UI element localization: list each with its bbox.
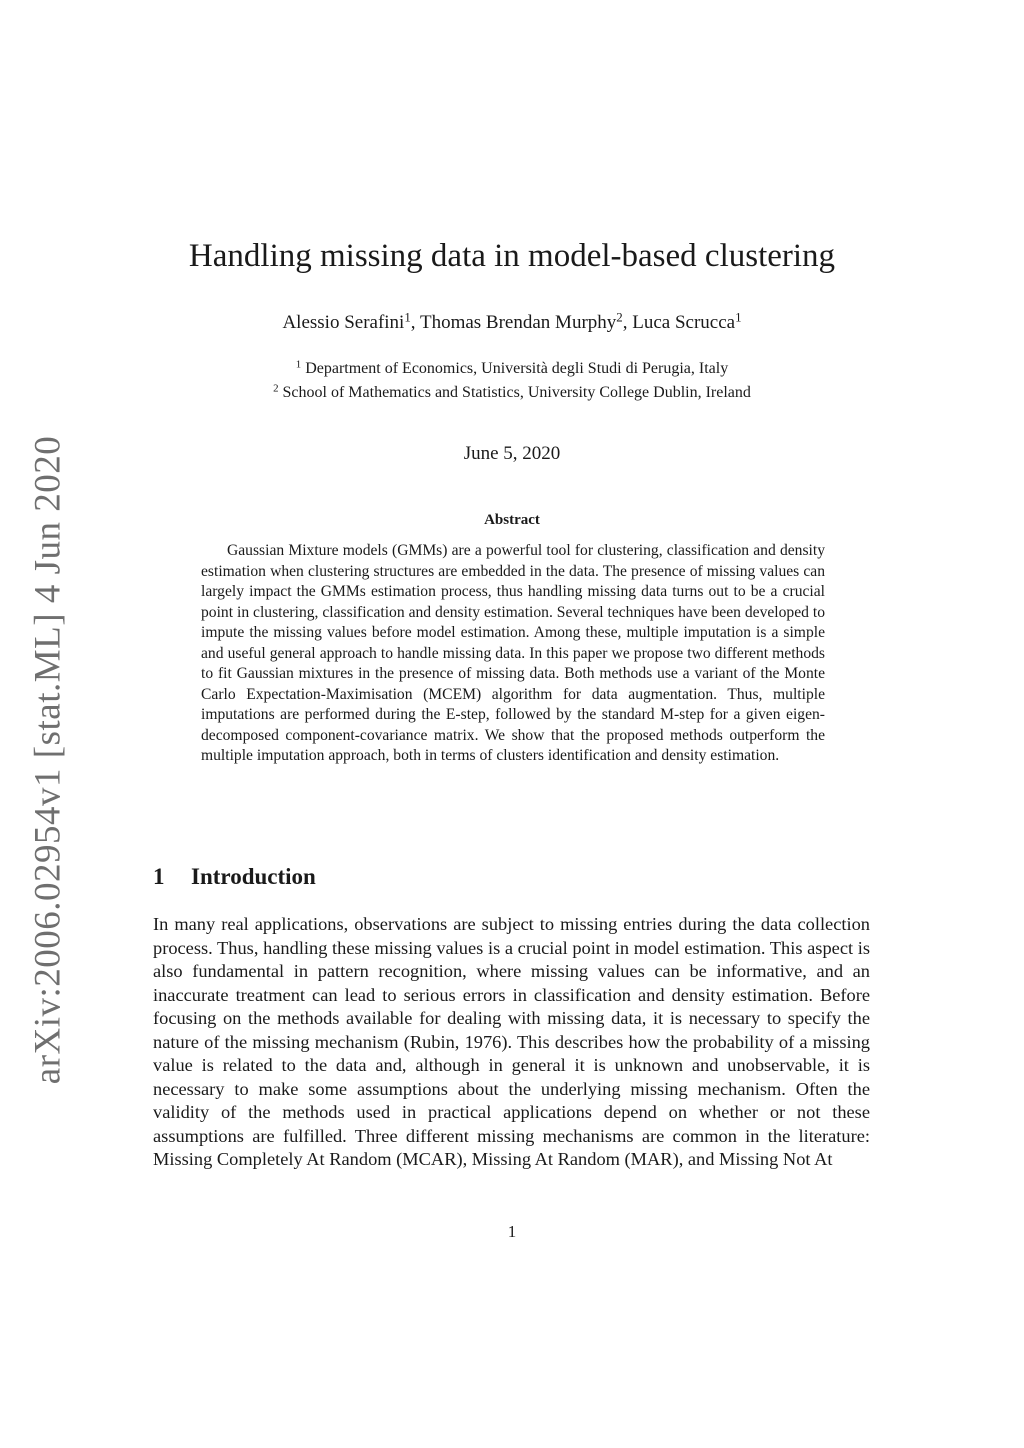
affiliation-mark: 2 [273,382,279,395]
author-affiliation-mark: 2 [616,309,623,325]
page-number: 1 [507,1222,517,1241]
abstract-heading: Abstract [484,512,540,528]
publication-date: June 5, 2020 [463,443,561,464]
affiliation-text: Department of Economics, Università degli Studi di Perugia, Italy [305,360,729,377]
paper-title: Handling missing data in model-based clustering [188,238,836,274]
author-affiliation-mark: 1 [735,309,742,325]
arxiv-identifier-stamp: arXiv:2006.02954v1 [stat.ML] 4 Jun 2020 [27,435,69,1085]
author-name: Thomas Brendan Murphy [419,312,617,333]
affiliation-text: School of Mathematics and Statistics, University College Dublin, Ireland [282,384,751,401]
author-affiliation-mark: 1 [404,309,411,325]
author-name: Alessio Serafini [282,312,405,333]
author-name: Luca Scrucca [632,312,736,333]
abstract-text: Gaussian Mixture models (GMMs) are a powerful tool for clustering, classification and density estimation when clustering structures are embedded in the data. The presence of missing values can largely impact the GMMs estimation process, thus handling missing data turns out to be a crucial point in clustering, classification and density estimation. Several techniques have been developed to impute the missing values before model estimation. Among these, multiple imputation is a simple and useful general approach to handle missing data. In this paper we propose two different methods to fit Gaussian mixtures in the presence of missing data. Both methods use a variant of the Monte Carlo Expectation-Maximisation (MCEM) algorithm for data augmentation. Thus, multiple imputations are performed during the E-step, followed by the standard M-step for a given eigen-decomposed component-covariance matrix. We show that the proposed methods outperform the multiple imputation approach, both in terms of clusters identification and density estimation. [201,542,825,765]
affiliation [0,384,1024,402]
section-title: Introduction [191,864,316,889]
introduction-text: In many real applications, observations are subject to missing entries during the data collection process. Thus, handling these missing values is a crucial point in model estimation. This aspect is also fundamental in pattern recognition, where missing values can be informative, and an inaccurate treatment can lead to serious errors in classification and density estimation. Before focusing on the methods available for dealing with missing data, it is necessary to specify the nature of the missing mechanism (Rubin, 1976). This describes how the probability of a missing value is related to the data and, although in general it is unknown and unobservable, it is necessary to make some assumptions about the underlying missing mechanism. Often the validity of the methods used in practical applications depend on whether or not these assumptions are fulfilled. Three different missing mechanisms are common in the literature: Missing Completely At Random (MCAR), Missing At Random (MAR), and Missing Not At [153,914,870,1169]
affiliation-mark: 1 [295,358,302,371]
affiliation [0,360,1024,378]
section-number: 1 [153,864,165,889]
section-heading [153,864,316,890]
author-list: Alessio Serafini$^1$, Thomas Brendan Murphy$^2$, Luca Scrucca$^1$ [282,309,742,333]
